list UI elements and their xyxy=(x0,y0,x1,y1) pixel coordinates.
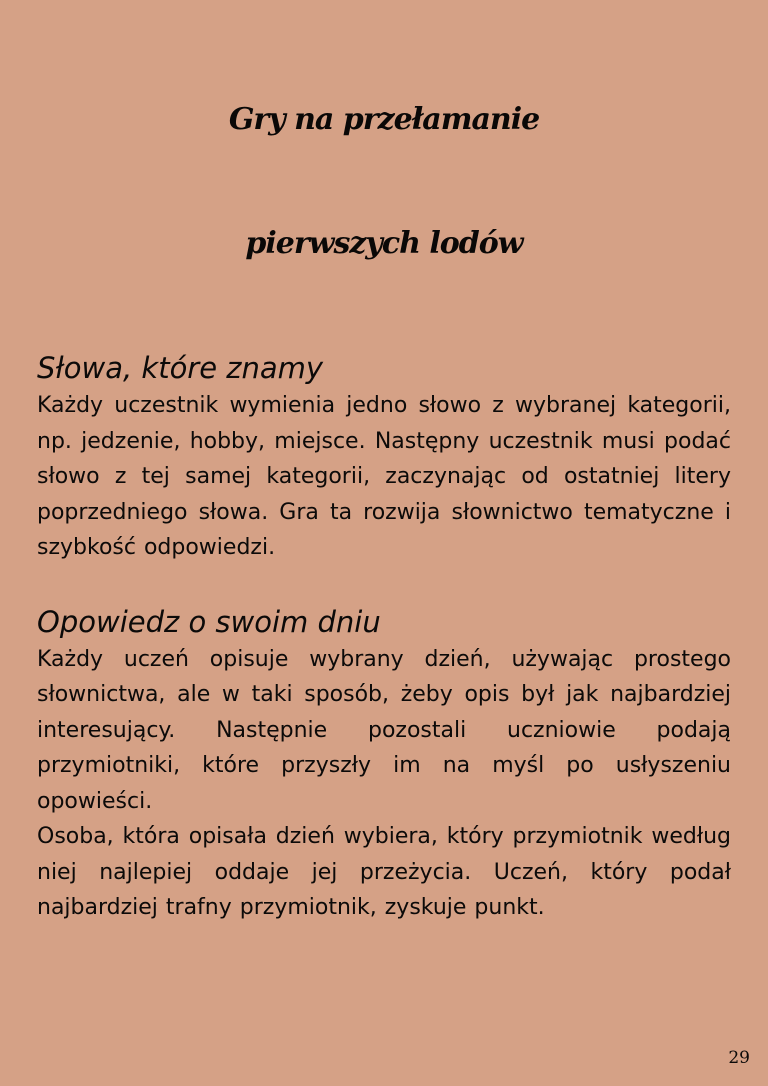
section-paragraph: Każdy uczeń opisuje wybrany dzień, używając prostego słownictwa, ale w taki sposób, żeby opis był jak najbardziej interesujący. Następnie pozostali uczniowie podają przymiotniki, które przyszły im na myśl po usłyszeniu opowieści. xyxy=(37,646,731,814)
content-body xyxy=(37,348,731,926)
section-heading: Opowiedz o swoim dniu xyxy=(37,604,381,639)
section-slowa-ktore-znamy xyxy=(37,348,731,566)
page-number: 29 xyxy=(728,1048,750,1068)
page-title xyxy=(0,58,768,306)
section-heading: Słowa, które znamy xyxy=(37,351,324,385)
section-opowiedz-o-swoim-dniu xyxy=(37,602,731,926)
section-paragraph: Każdy uczestnik wymienia jedno słowo z wybranej kategorii, np. jedzenie, hobby, miejsce. Następny uczestnik musi podać słowo z tej samej kategorii, zaczynając od ostatniej litery poprzedniego słowa. Gra ta rozwija słownictwo tematyczne i szybkość odpowiedzi. xyxy=(37,393,731,560)
section-paragraph: Osoba, która opisała dzień wybiera, który przymiotnik według niej najlepiej oddaje jej przeżycia. Uczeń, który podał najbardziej trafny przymiotnik, zyskuje punkt. xyxy=(37,824,731,920)
title-line-2: pierwszych lodów xyxy=(245,226,523,261)
title-line-1: Gry na przełamanie xyxy=(228,102,540,137)
